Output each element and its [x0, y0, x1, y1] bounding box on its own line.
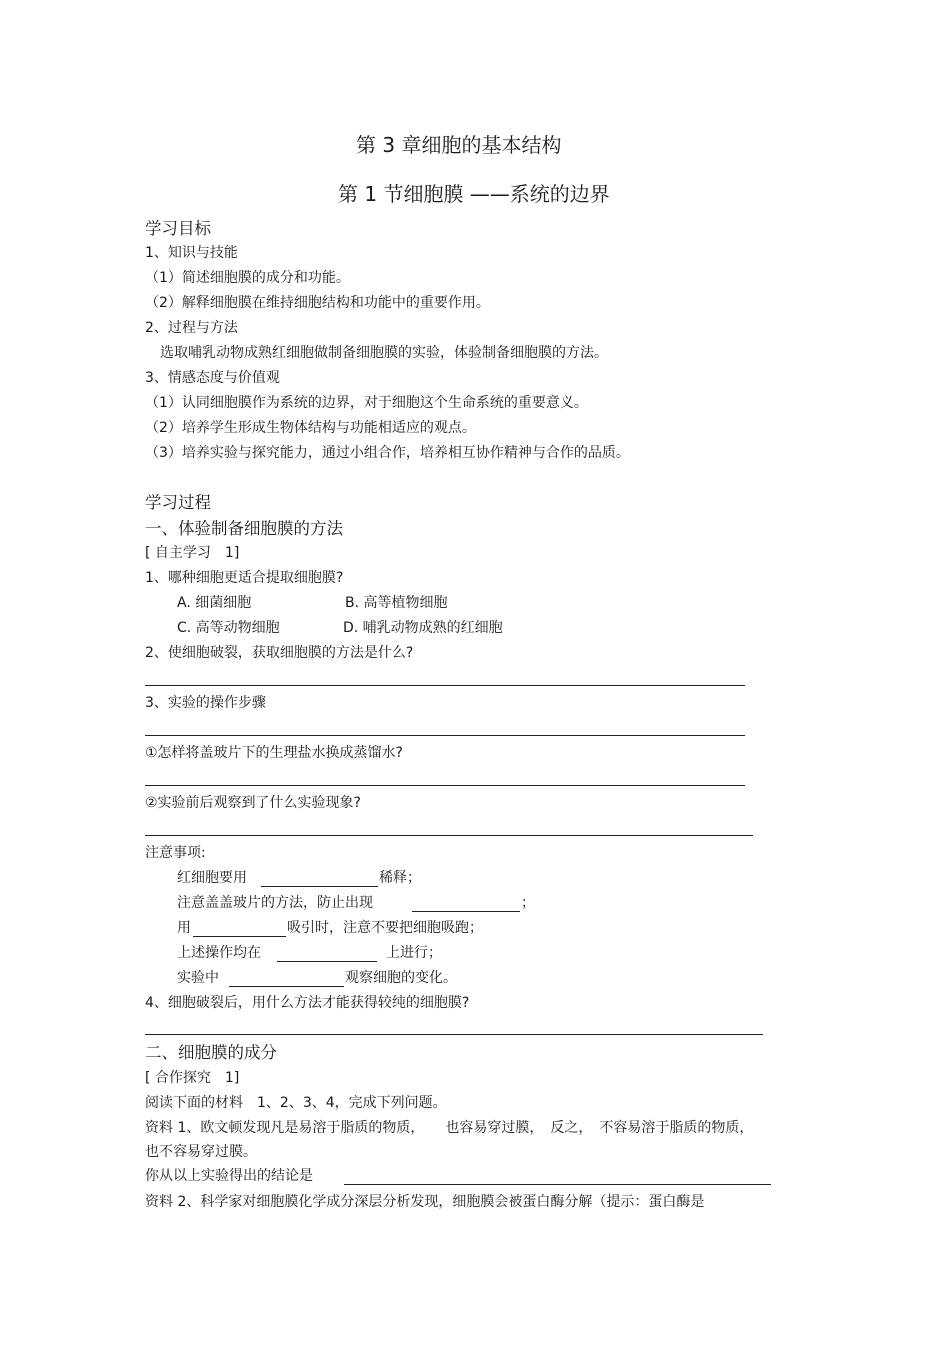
notes-heading: 注意事项:: [145, 845, 206, 861]
option-c: C. 高等动物细胞: [177, 620, 280, 636]
section-title: 第 1 节细胞膜 ——系统的边界: [338, 182, 610, 206]
reading-instruction: 阅读下面的材料 1、2、3、4，完成下列问题。: [145, 1095, 447, 1111]
material-1-line-1: 资料 1、欧文顿发现凡是易溶于脂质的物质， 也容易穿过膜， 反之， 不容易溶于脂质的物质，: [145, 1120, 754, 1136]
goal-attitude: 3、情感态度与价值观: [145, 370, 280, 386]
note-1-prefix: 红细胞要用: [177, 870, 247, 886]
blank-line: [412, 911, 520, 912]
answer-line: [145, 1034, 763, 1035]
answer-line: [145, 785, 745, 786]
question-2: 2、使细胞破裂，获取细胞膜的方法是什么?: [145, 645, 414, 661]
question-3: 3、实验的操作步骤: [145, 695, 266, 711]
part2-heading: 二、细胞膜的成分: [145, 1043, 277, 1062]
question-3-1: ①怎样将盖玻片下的生理盐水换成蒸馏水?: [145, 745, 403, 761]
goal-process-text: 选取哺乳动物成熟红细胞做制备细胞膜的实验，体验制备细胞膜的方法。: [160, 345, 608, 361]
cooperative-label: [ 合作探究 1]: [145, 1070, 240, 1086]
question-4: 4、细胞破裂后，用什么方法才能获得较纯的细胞膜?: [145, 995, 470, 1011]
question-3-2: ②实验前后观察到了什么实验现象?: [145, 795, 361, 811]
answer-line: [145, 735, 745, 736]
note-2-prefix: 注意盖盖玻片的方法，防止出现: [177, 895, 373, 911]
part1-heading: 一、体验制备细胞膜的方法: [145, 519, 343, 538]
note-1-suffix: 稀释；: [379, 870, 421, 886]
answer-line: [145, 835, 753, 836]
material-2-line-1: 资料 2、科学家对细胞膜化学成分深层分析发现，细胞膜会被蛋白酶分解（提示：蛋白酶是: [145, 1194, 705, 1210]
goal-knowledge: 1、知识与技能: [145, 245, 238, 261]
material-1-line-2: 也不容易穿过膜。: [145, 1144, 257, 1160]
chapter-title: 第 3 章细胞的基本结构: [356, 133, 562, 157]
process-heading: 学习过程: [145, 493, 211, 512]
note-5-suffix: 观察细胞的变化。: [345, 970, 457, 986]
goal-attitude-2: （2）培养学生形成生物体结构与功能相适应的观点。: [145, 420, 476, 436]
conclusion-prompt: 你从以上实验得出的结论是: [145, 1168, 313, 1184]
goal-process: 2、过程与方法: [145, 320, 238, 336]
option-d: D. 哺乳动物成熟的红细胞: [343, 620, 503, 636]
note-3-prefix: 用: [177, 920, 191, 936]
option-a: A. 细菌细胞: [177, 595, 252, 611]
note-4-suffix: 上进行；: [386, 945, 442, 961]
blank-line: [193, 936, 286, 937]
goals-heading: 学习目标: [145, 219, 211, 238]
goal-attitude-1: （1）认同细胞膜作为系统的边界，对于细胞这个生命系统的重要意义。: [145, 395, 588, 411]
answer-line: [145, 685, 745, 686]
goal-attitude-3: （3）培养实验与探究能力，通过小组合作，培养相互协作精神与合作的品质。: [145, 445, 630, 461]
note-3-suffix: 吸引时，注意不要把细胞吸跑；: [287, 920, 483, 936]
self-study-label: [ 自主学习 1]: [145, 545, 240, 561]
blank-line: [344, 1184, 771, 1185]
blank-line: [277, 961, 377, 962]
goal-knowledge-1: （1）简述细胞膜的成分和功能。: [145, 270, 350, 286]
goal-knowledge-2: （2）解释细胞膜在维持细胞结构和功能中的重要作用。: [145, 295, 490, 311]
note-4-prefix: 上述操作均在: [177, 945, 261, 961]
note-5-prefix: 实验中: [177, 970, 219, 986]
blank-line: [261, 886, 378, 887]
question-1: 1、哪种细胞更适合提取细胞膜?: [145, 570, 344, 586]
note-2-suffix: ；: [521, 895, 535, 911]
option-b: B. 高等植物细胞: [345, 595, 448, 611]
blank-line: [229, 986, 344, 987]
